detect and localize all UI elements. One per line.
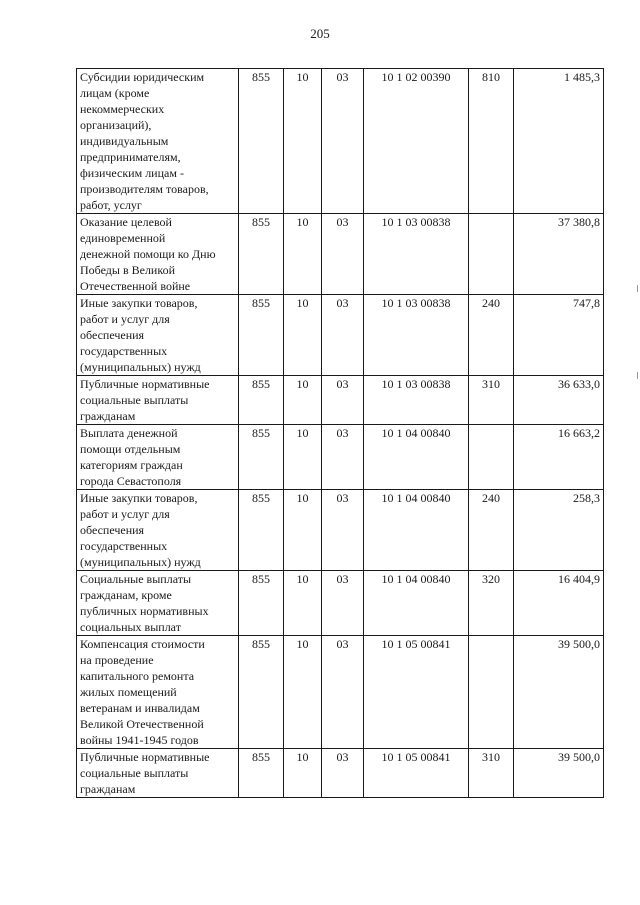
target-article-cell: 10 1 03 00838 <box>364 214 469 295</box>
ministry-code-cell: 855 <box>239 376 284 425</box>
row-name-cell: Оказание целевой единовременной денежной помощи ко Дню Победы в Великой Отечественной войне <box>77 214 239 295</box>
ministry-code-cell: 855 <box>239 490 284 571</box>
section-code-cell: 10 <box>284 425 322 490</box>
expense-type-cell <box>469 214 514 295</box>
section-code-cell: 10 <box>284 214 322 295</box>
amount-cell: 258,3 <box>514 490 604 571</box>
section-code-cell: 10 <box>284 749 322 798</box>
table-row <box>77 214 604 295</box>
target-article-cell: 10 1 04 00840 <box>364 425 469 490</box>
amount-cell: 36 633,0 <box>514 376 604 425</box>
section-code-cell: 10 <box>284 636 322 749</box>
table-row <box>77 425 604 490</box>
section-code-cell: 10 <box>284 490 322 571</box>
table-row <box>77 571 604 636</box>
edge-mark <box>637 285 638 292</box>
subsection-code-cell: 03 <box>322 571 364 636</box>
budget-table <box>76 68 604 798</box>
expense-type-cell: 810 <box>469 69 514 214</box>
target-article-cell: 10 1 03 00838 <box>364 295 469 376</box>
target-article-cell: 10 1 05 00841 <box>364 749 469 798</box>
table-row <box>77 295 604 376</box>
ministry-code-cell: 855 <box>239 425 284 490</box>
expense-type-cell: 310 <box>469 376 514 425</box>
expense-type-cell: 310 <box>469 749 514 798</box>
row-name-cell: Субсидии юридическим лицам (кроме некоммерческих организаций), индивидуальным предпринимателям, физическим лицам - производителям товаров, работ, услуг <box>77 69 239 214</box>
section-code-cell: 10 <box>284 571 322 636</box>
subsection-code-cell: 03 <box>322 490 364 571</box>
ministry-code-cell: 855 <box>239 571 284 636</box>
expense-type-cell <box>469 636 514 749</box>
subsection-code-cell: 03 <box>322 425 364 490</box>
amount-cell: 39 500,0 <box>514 636 604 749</box>
row-name-cell: Компенсация стоимости на проведение капитального ремонта жилых помещений ветеранам и инвалидам Великой Отечественной войны 1941-1945 годов <box>77 636 239 749</box>
subsection-code-cell: 03 <box>322 69 364 214</box>
amount-cell: 747,8 <box>514 295 604 376</box>
expense-type-cell <box>469 425 514 490</box>
section-code-cell: 10 <box>284 69 322 214</box>
target-article-cell: 10 1 04 00840 <box>364 490 469 571</box>
row-name-cell: Иные закупки товаров, работ и услуг для обеспечения государственных (муниципальных) нужд <box>77 490 239 571</box>
amount-cell: 16 663,2 <box>514 425 604 490</box>
expense-type-cell: 240 <box>469 490 514 571</box>
amount-cell: 39 500,0 <box>514 749 604 798</box>
budget-table-body <box>77 69 604 798</box>
subsection-code-cell: 03 <box>322 636 364 749</box>
section-code-cell: 10 <box>284 376 322 425</box>
target-article-cell: 10 1 03 00838 <box>364 376 469 425</box>
table-row <box>77 490 604 571</box>
section-code-cell: 10 <box>284 295 322 376</box>
expense-type-cell: 240 <box>469 295 514 376</box>
subsection-code-cell: 03 <box>322 214 364 295</box>
subsection-code-cell: 03 <box>322 749 364 798</box>
expense-type-cell: 320 <box>469 571 514 636</box>
row-name-cell: Иные закупки товаров, работ и услуг для обеспечения государственных (муниципальных) нужд <box>77 295 239 376</box>
target-article-cell: 10 1 04 00840 <box>364 571 469 636</box>
edge-mark <box>637 372 638 379</box>
ministry-code-cell: 855 <box>239 214 284 295</box>
row-name-cell: Публичные нормативные социальные выплаты гражданам <box>77 749 239 798</box>
amount-cell: 37 380,8 <box>514 214 604 295</box>
ministry-code-cell: 855 <box>239 749 284 798</box>
ministry-code-cell: 855 <box>239 69 284 214</box>
ministry-code-cell: 855 <box>239 295 284 376</box>
row-name-cell: Публичные нормативные социальные выплаты гражданам <box>77 376 239 425</box>
target-article-cell: 10 1 02 00390 <box>364 69 469 214</box>
amount-cell: 1 485,3 <box>514 69 604 214</box>
target-article-cell: 10 1 05 00841 <box>364 636 469 749</box>
ministry-code-cell: 855 <box>239 636 284 749</box>
amount-cell: 16 404,9 <box>514 571 604 636</box>
table-row <box>77 69 604 214</box>
subsection-code-cell: 03 <box>322 295 364 376</box>
table-row <box>77 376 604 425</box>
table-row <box>77 636 604 749</box>
page-number: 205 <box>310 26 330 41</box>
subsection-code-cell: 03 <box>322 376 364 425</box>
row-name-cell: Выплата денежной помощи отдельным категориям граждан города Севастополя <box>77 425 239 490</box>
table-row <box>77 749 604 798</box>
row-name-cell: Социальные выплаты гражданам, кроме публичных нормативных социальных выплат <box>77 571 239 636</box>
